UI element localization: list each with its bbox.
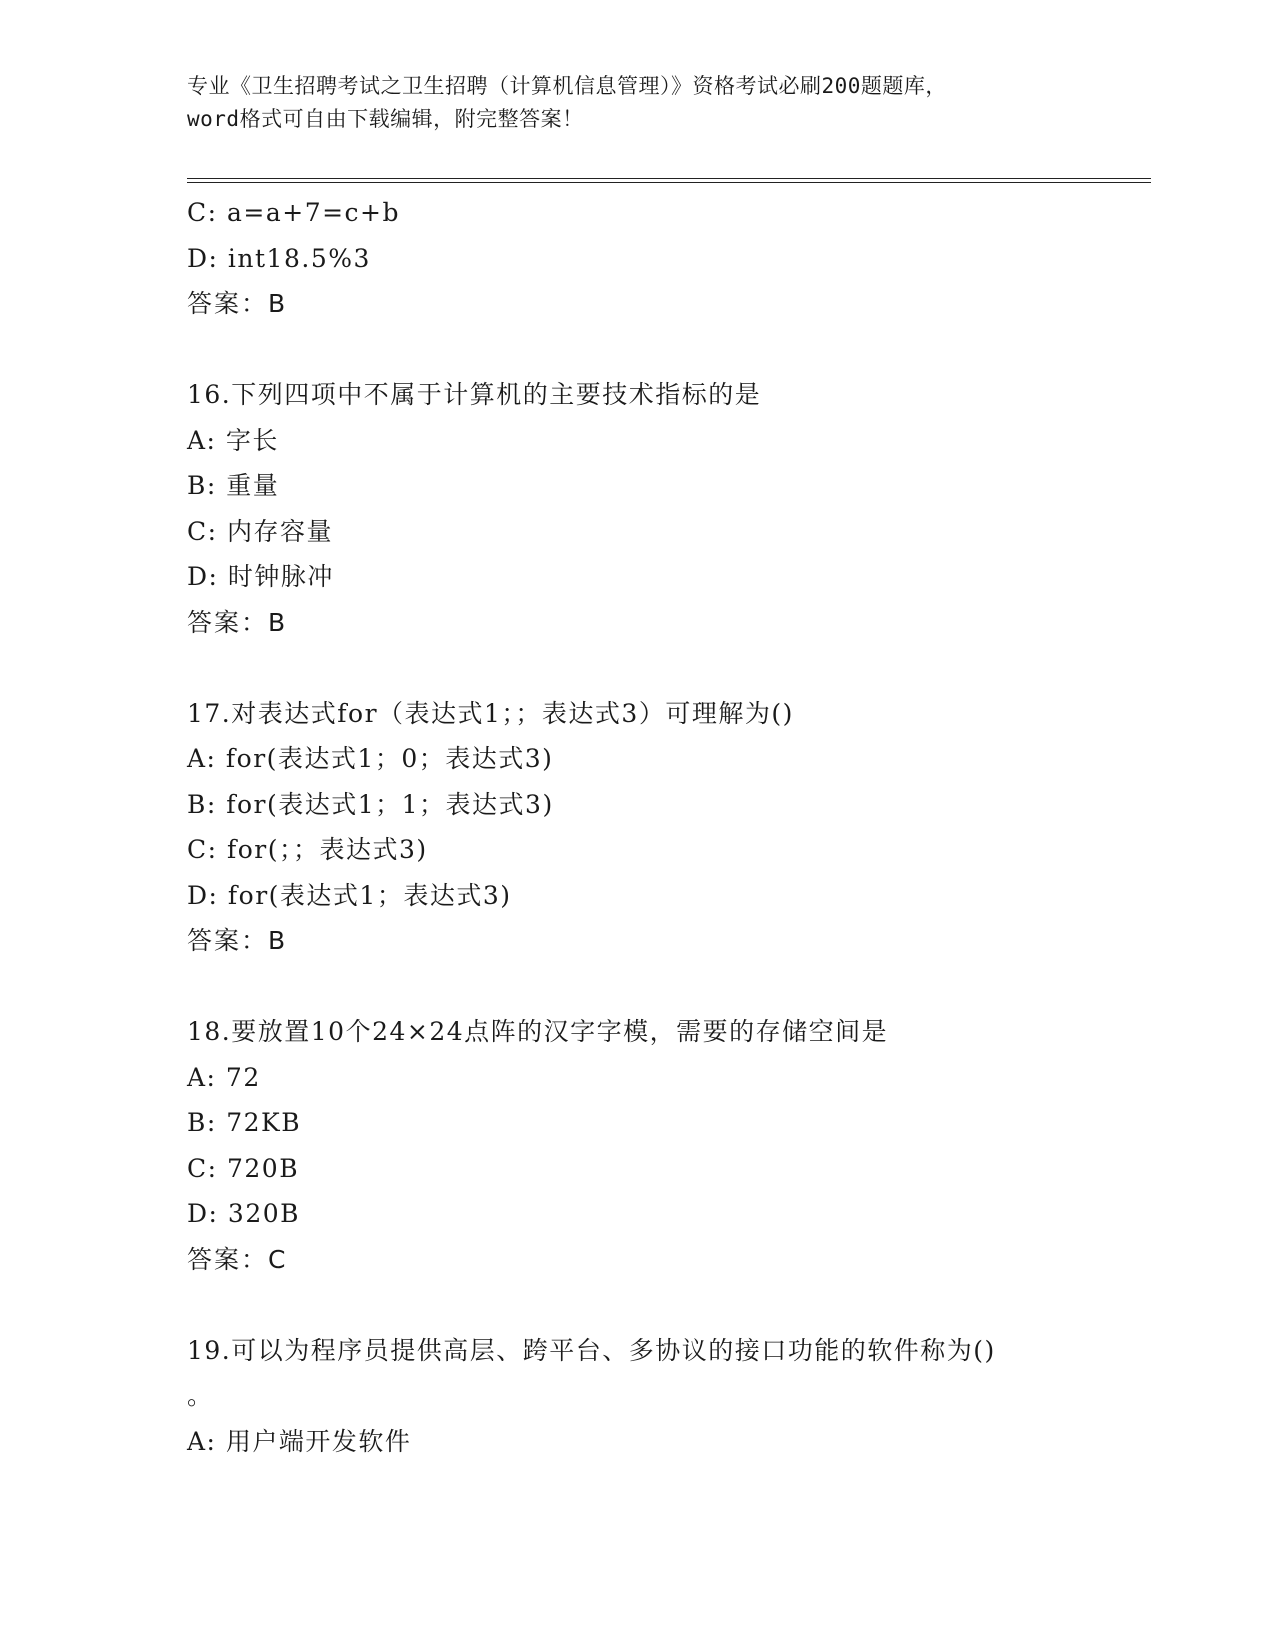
question-stem: 18.要放置10个24×24点阵的汉字字模，需要的存储空间是 bbox=[187, 1017, 889, 1046]
question-stem: 16.下列四项中不属于计算机的主要技术指标的是 bbox=[187, 380, 762, 409]
option-b: B: for(表达式1；1；表达式3) bbox=[187, 789, 554, 819]
option-c: C: 720B bbox=[187, 1153, 300, 1183]
option-c: C: a=a+7=c+b bbox=[187, 198, 401, 227]
question-19 bbox=[187, 1328, 1107, 1465]
question-15-tail bbox=[187, 190, 1107, 327]
answer: 答案：B bbox=[187, 289, 288, 318]
question-stem: 17.对表达式for（表达式1；；表达式3）可理解为() bbox=[187, 698, 794, 728]
question-17 bbox=[187, 691, 1107, 964]
option-c: C: 内存容量 bbox=[187, 516, 333, 546]
option-c: C: for(；；表达式3) bbox=[187, 835, 428, 864]
option-d: D: for(表达式1；表达式3) bbox=[187, 880, 512, 910]
question-stem-continuation: 。 bbox=[187, 1381, 213, 1410]
page-header bbox=[187, 70, 1087, 136]
option-b: B: 重量 bbox=[187, 471, 280, 500]
option-d: D: 时钟脉冲 bbox=[187, 562, 334, 591]
header-line-2: word格式可自由下载编辑，附完整答案！ bbox=[187, 107, 584, 131]
header-line-1: 专业《卫生招聘考试之卫生招聘（计算机信息管理）》资格考试必刷200题题库， bbox=[187, 74, 947, 98]
option-a: A: 用户端开发软件 bbox=[187, 1426, 412, 1456]
question-18 bbox=[187, 1009, 1107, 1282]
header-rule-top bbox=[187, 178, 1151, 179]
option-b: B: 72KB bbox=[187, 1108, 302, 1137]
question-16 bbox=[187, 372, 1107, 645]
answer: 答案：B bbox=[187, 607, 288, 637]
option-a: A: 字长 bbox=[187, 425, 279, 455]
header-rule-bottom bbox=[187, 182, 1151, 183]
question-content bbox=[187, 190, 1107, 1464]
answer: 答案：B bbox=[187, 926, 288, 955]
answer: 答案：C bbox=[187, 1244, 288, 1274]
option-d: D: int18.5%3 bbox=[187, 243, 371, 273]
option-d: D: 320B bbox=[187, 1199, 301, 1228]
option-a: A: 72 bbox=[187, 1062, 261, 1092]
option-a: A: for(表达式1；0；表达式3) bbox=[187, 744, 554, 773]
question-stem: 19.可以为程序员提供高层、跨平台、多协议的接口功能的软件称为() bbox=[187, 1335, 996, 1365]
